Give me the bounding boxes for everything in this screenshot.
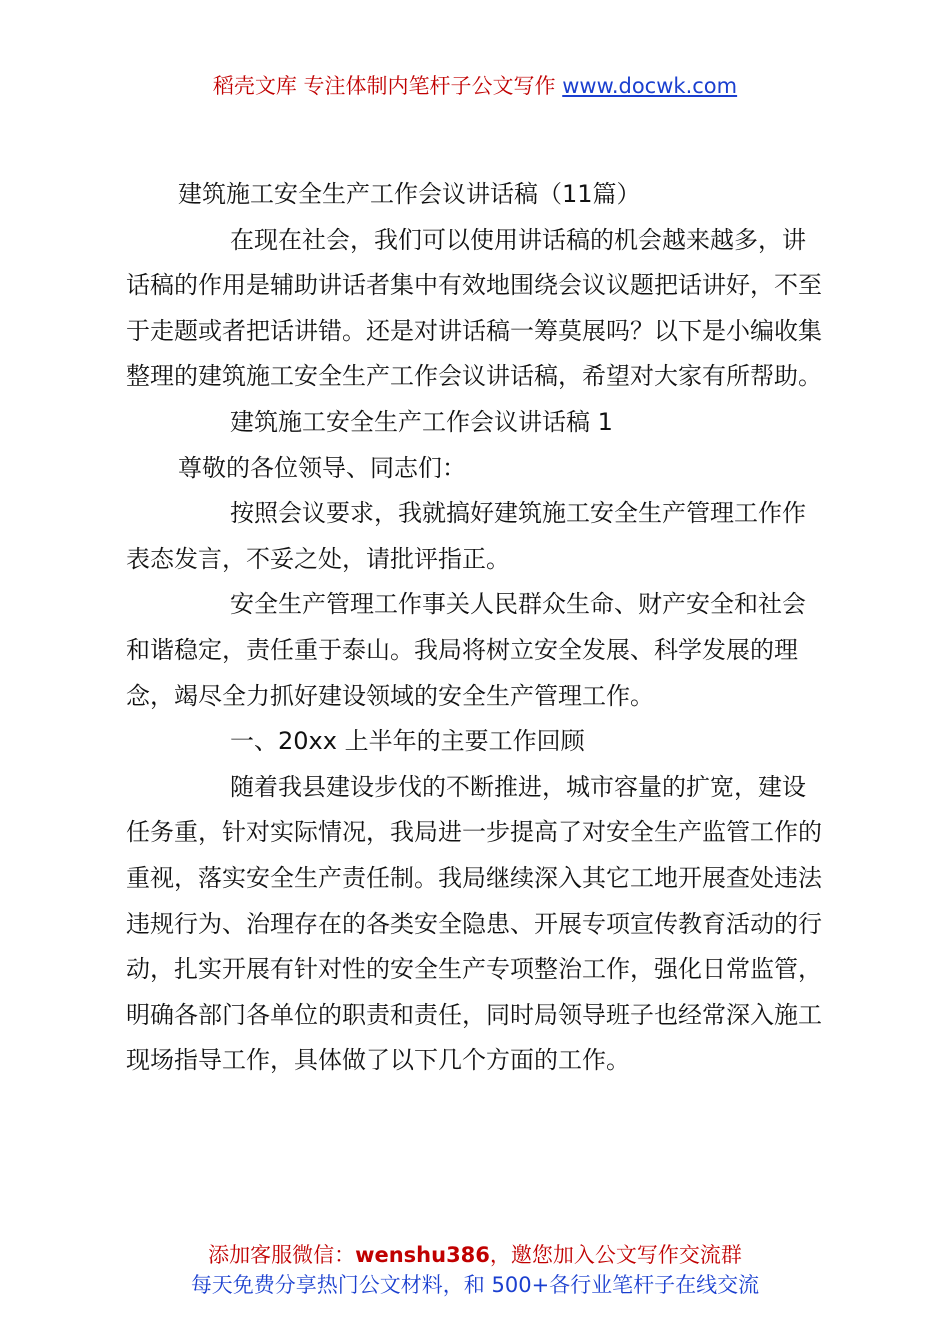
footer-line-2: 每天免费分享热门公文材料，和 500+各行业笔杆子在线交流: [190, 1273, 760, 1297]
wechat-id: wenshu386: [355, 1243, 490, 1267]
paragraph-1: 按照会议要求，我就搞好建筑施工安全生产管理工作作表态发言，不妥之处，请批评指正。: [126, 499, 806, 573]
salutation: 尊敬的各位领导、同志们：: [178, 453, 466, 482]
speech-subtitle: 建筑施工安全生产工作会议讲话稿 1: [230, 407, 613, 436]
section-heading-1: 一、20xx 上半年的主要工作回顾: [230, 727, 585, 756]
footer-suffix: ，邀您加入公文写作交流群: [489, 1243, 742, 1267]
document-body: [126, 172, 826, 1084]
footer-line-1: [0, 1240, 950, 1270]
intro-paragraph: 在现在社会，我们可以使用讲话稿的机会越来越多，讲话稿的作用是辅助讲话者集中有效地围绕会议议题把话讲好，不至于走题或者把话讲错。还是对讲话稿一筹莫展吗？以下是小编收集整理的建筑施工安全生产工作会议讲话稿，希望对大家有所帮助。: [126, 225, 822, 391]
footer-prefix: 添加客服微信：: [208, 1243, 356, 1267]
document-title: 建筑施工安全生产工作会议讲话稿（11篇）: [178, 180, 641, 208]
site-header: [0, 70, 950, 100]
site-brand: 稻壳文库 专注体制内笔杆子公文写作: [212, 74, 563, 98]
paragraph-3: 随着我县建设步伐的不断推进，城市容量的扩宽，建设任务重，针对实际情况，我局进一步提高了对安全生产监管工作的重视，落实安全生产责任制。我局继续深入其它工地开展查处违法违规行为、治理存在的各类安全隐患、开展专项宣传教育活动的行动，扎实开展有针对性的安全生产专项整治工作，强化日常监管，明确各部门各单位的职责和责任，同时局领导班子也经常深入施工现场指导工作，具体做了以下几个方面的工作。: [126, 772, 822, 1075]
site-url-link[interactable]: www.docwk.com: [562, 74, 738, 98]
paragraph-2: 安全生产管理工作事关人民群众生命、财产安全和社会和谐稳定，责任重于泰山。我局将树立安全发展、科学发展的理念，竭尽全力抓好建设领域的安全生产管理工作。: [126, 590, 806, 710]
promo-footer: [0, 1240, 950, 1300]
